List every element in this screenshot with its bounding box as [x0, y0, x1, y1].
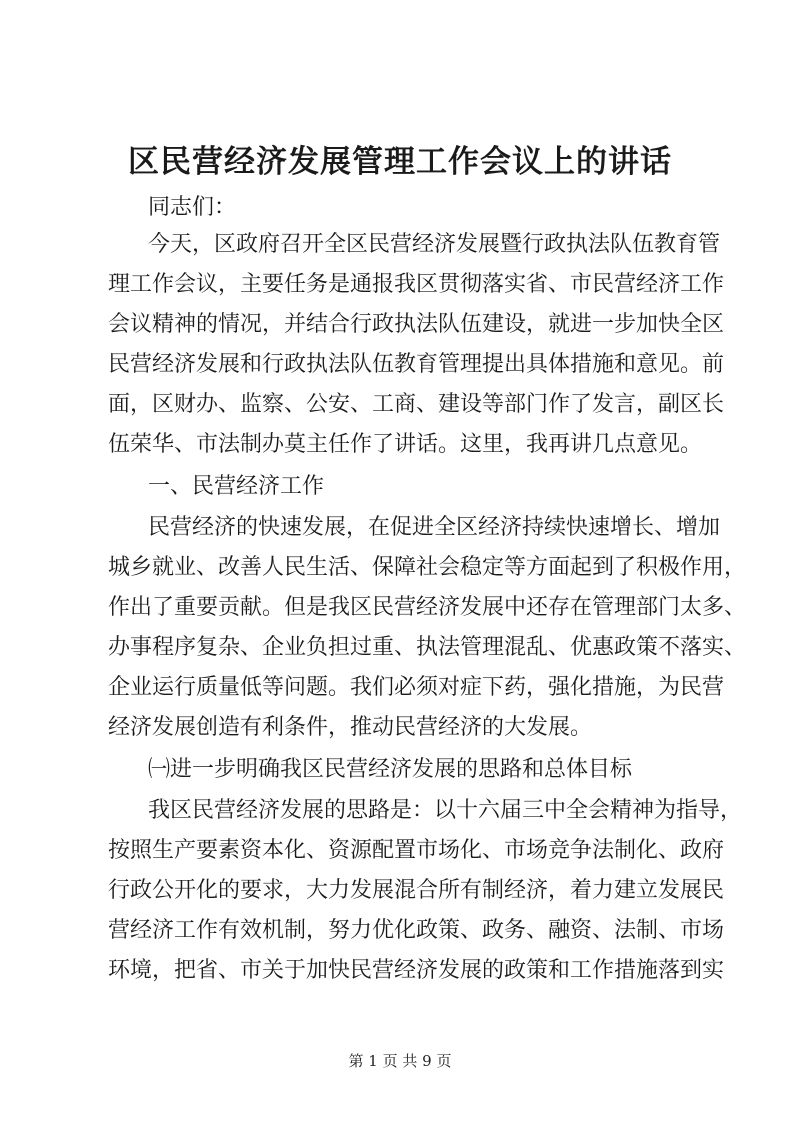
paragraph-line: 行政公开化的要求，大力发展混合所有制经济，着力建立发展民: [108, 878, 725, 903]
paragraph-line: 伍荣华、市法制办莫主任作了讲话。这里，我再讲几点意见。: [108, 432, 703, 457]
paragraph-line: 环境，把省、市关于加快民营经济发展的政策和工作措施落到实: [108, 958, 725, 983]
page-number: 第 1 页 共 9 页: [348, 1052, 452, 1070]
document-title: 区民营经济发展管理工作会议上的讲话: [128, 144, 672, 180]
paragraph-line: 按照生产要素资本化、资源配置市场化、市场竞争法制化、政府: [108, 838, 725, 863]
paragraph-line: 民营经济的快速发展，在促进全区经济持续快速增长、增加: [148, 515, 721, 540]
paragraph-line: 会议精神的情况，并结合行政执法队伍建设，就进一步加快全区: [108, 312, 725, 337]
paragraph-line: 面，区财办、监察、公安、工商、建设等部门作了发言，副区长: [108, 392, 725, 417]
paragraph-line: 今天，区政府召开全区民营经济发展暨行政执法队伍教育管: [148, 232, 721, 257]
section-heading: 一、民营经济工作: [148, 474, 325, 499]
salutation: 同志们：: [148, 195, 237, 220]
subsection-heading: ㈠进一步明确我区民营经济发展的思路和总体目标: [148, 757, 633, 782]
paragraph-line: 我区民营经济发展的思路是：以十六届三中全会精神为指导，: [148, 798, 743, 823]
paragraph-line: 办事程序复杂、企业负担过重、执法管理混乱、优惠政策不落实、: [108, 635, 747, 660]
paragraph-line: 作出了重要贡献。但是我区民营经济发展中还存在管理部门太多、: [108, 595, 747, 620]
paragraph-line: 民营经济发展和行政执法队伍教育管理提出具体措施和意见。前: [108, 352, 725, 377]
paragraph-line: 经济发展创造有利条件，推动民营经济的大发展。: [108, 715, 593, 740]
paragraph-line: 城乡就业、改善人民生活、保障社会稳定等方面起到了积极作用，: [108, 555, 747, 580]
paragraph-line: 企业运行质量低等问题。我们必须对症下药，强化措施，为民营: [108, 675, 725, 700]
paragraph-line: 营经济工作有效机制，努力优化政策、政务、融资、法制、市场: [108, 918, 725, 943]
paragraph-line: 理工作会议，主要任务是通报我区贯彻落实省、市民营经济工作: [108, 272, 725, 297]
